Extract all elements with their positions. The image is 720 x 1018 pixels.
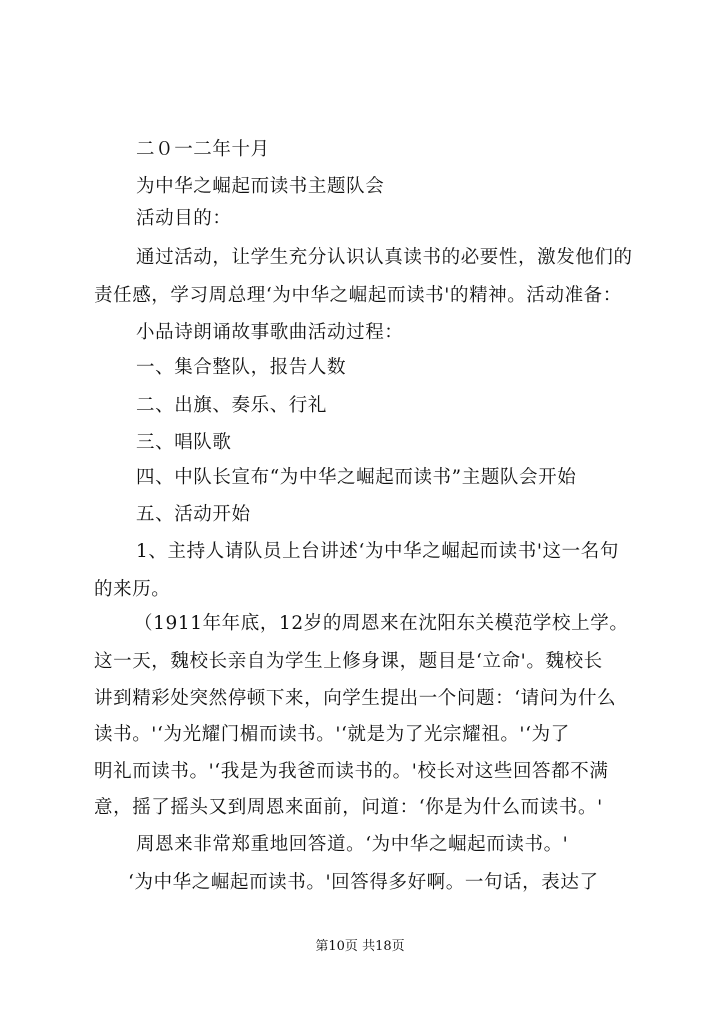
paragraph-line: 明礼而读书。'‘我是为我爸而读书的。'校长对这些回答都不满 [94, 761, 609, 782]
list-item: 一、集合整队，报告人数 [136, 357, 347, 378]
list-item: 二、出旗、奏乐、行礼 [136, 395, 328, 416]
paragraph-line: ‘为中华之崛起而读书。'回答得多好啊。一句话，表达了 [128, 872, 599, 893]
paragraph-line: 意，摇了摇头又到周恩来面前，问道：‘你是为什么而读书。' [94, 797, 603, 818]
title-line: 为中华之崛起而读书主题队会 [136, 176, 385, 197]
list-item: 四、中队长宣布“为中华之崛起而读书”主题队会开始 [136, 467, 577, 488]
paragraph-line: 小品诗朗诵故事歌曲活动过程： [136, 322, 404, 343]
paragraph-line: （1911年年底，12岁的周恩来在沈阳东关模范学校上学。 [134, 613, 629, 634]
paragraph-line: 讲到精彩处突然停顿下来，向学生提出一个问题：‘请问为什么 [94, 688, 617, 709]
paragraph-line: 这一天，魏校长亲自为学生上修身课，题目是‘立命'。魏校长 [94, 651, 603, 672]
page-number: 第10页 共18页 [315, 939, 405, 954]
paragraph-line: 责任感，学习周总理‘为中华之崛起而读书'的精神。活动准备： [94, 285, 622, 306]
date-line: 二０一二年十月 [136, 139, 270, 160]
paragraph-line: 1、主持人请队员上台讲述‘为中华之崛起而读书'这一名句 [136, 541, 619, 562]
list-item: 三、唱队歌 [136, 432, 232, 453]
paragraph-line: 通过活动，让学生充分认识认真读书的必要性，激发他们的 [136, 247, 633, 268]
list-item: 五、活动开始 [136, 504, 251, 525]
paragraph-line: 读书。'‘为光耀门楣而读书。'‘就是为了光宗耀祖。'‘为了 [94, 724, 570, 745]
paragraph-line: 的来历。 [94, 579, 171, 600]
section-heading-purpose: 活动目的： [136, 208, 232, 229]
paragraph-line: 周恩来非常郑重地回答道。‘为中华之崛起而读书。' [136, 834, 569, 855]
